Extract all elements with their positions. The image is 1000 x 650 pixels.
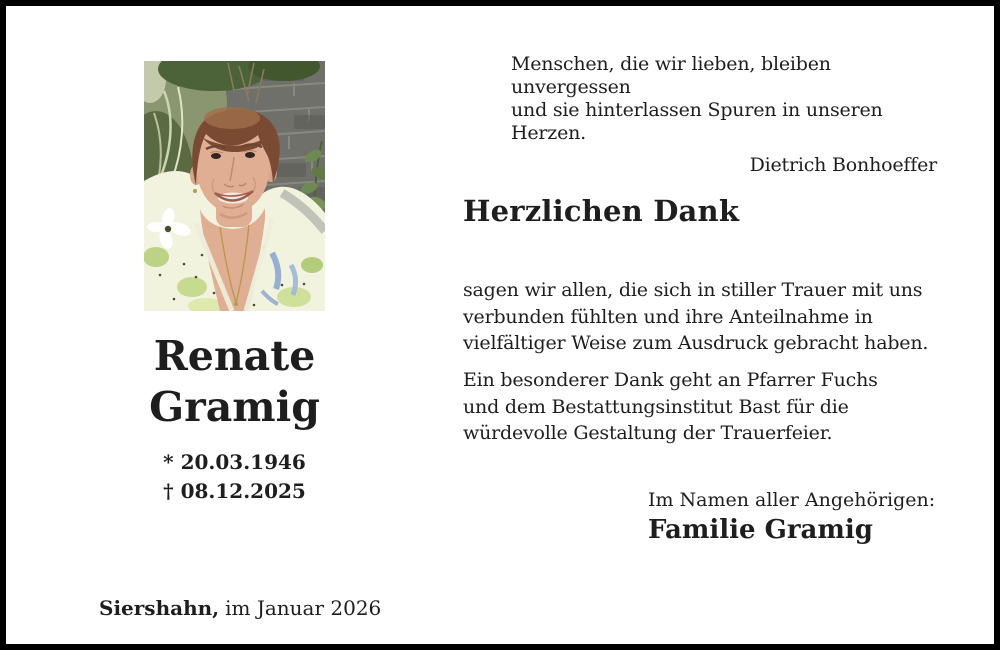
photo-earring (193, 189, 197, 193)
death-date: 08.12.2025 (180, 479, 306, 503)
footer-location-date (99, 596, 381, 620)
signoff (648, 488, 935, 545)
portrait-photo (144, 61, 325, 311)
footer-location: Siershahn, (99, 596, 220, 620)
paragraph-line: verbunden fühlten und ihre Anteilnahme in (463, 305, 873, 328)
signoff-intro: Im Namen aller Angehörigen: (648, 489, 936, 511)
paragraph-line: Ein besonderer Dank geht an Pfarrer Fuchs (463, 369, 878, 391)
birth-date: 20.03.1946 (180, 450, 306, 474)
deceased-first-name: Renate (153, 332, 316, 380)
deceased-last-name: Gramig (149, 383, 320, 431)
quote-attribution: Dietrich Bonhoeffer (749, 154, 937, 176)
life-dates (114, 448, 355, 506)
quote-line: Menschen, die wir lieben, bleiben unvergessen (511, 53, 831, 98)
death-date-line (114, 477, 355, 506)
photo-hair-highlight (204, 107, 260, 129)
thanks-heading: Herzlichen Dank (463, 194, 740, 228)
paragraph-line: vielfältiger Weise zum Ausdruck gebracht haben. (463, 332, 929, 354)
memorial-quote (511, 53, 937, 177)
paragraph-line: würdevolle Gestaltung der Trauerfeier. (463, 422, 833, 444)
signoff-family-name: Familie Gramig (648, 515, 873, 545)
paragraph-line: sagen wir allen, die sich in stiller Trauer mit uns (463, 279, 923, 301)
birth-date-line (114, 448, 355, 477)
deceased-name (114, 331, 355, 433)
thanks-paragraph-2 (463, 367, 963, 447)
paragraph-line: und dem Bestattungsinstitut Bast für die (463, 395, 849, 418)
footer-date: im Januar 2026 (225, 596, 382, 620)
birth-star-icon: * (163, 450, 174, 474)
death-cross-icon: † (163, 479, 174, 503)
thanks-paragraph-1 (463, 277, 963, 357)
quote-line: und sie hinterlassen Spuren in unseren Herzen. (511, 99, 883, 144)
